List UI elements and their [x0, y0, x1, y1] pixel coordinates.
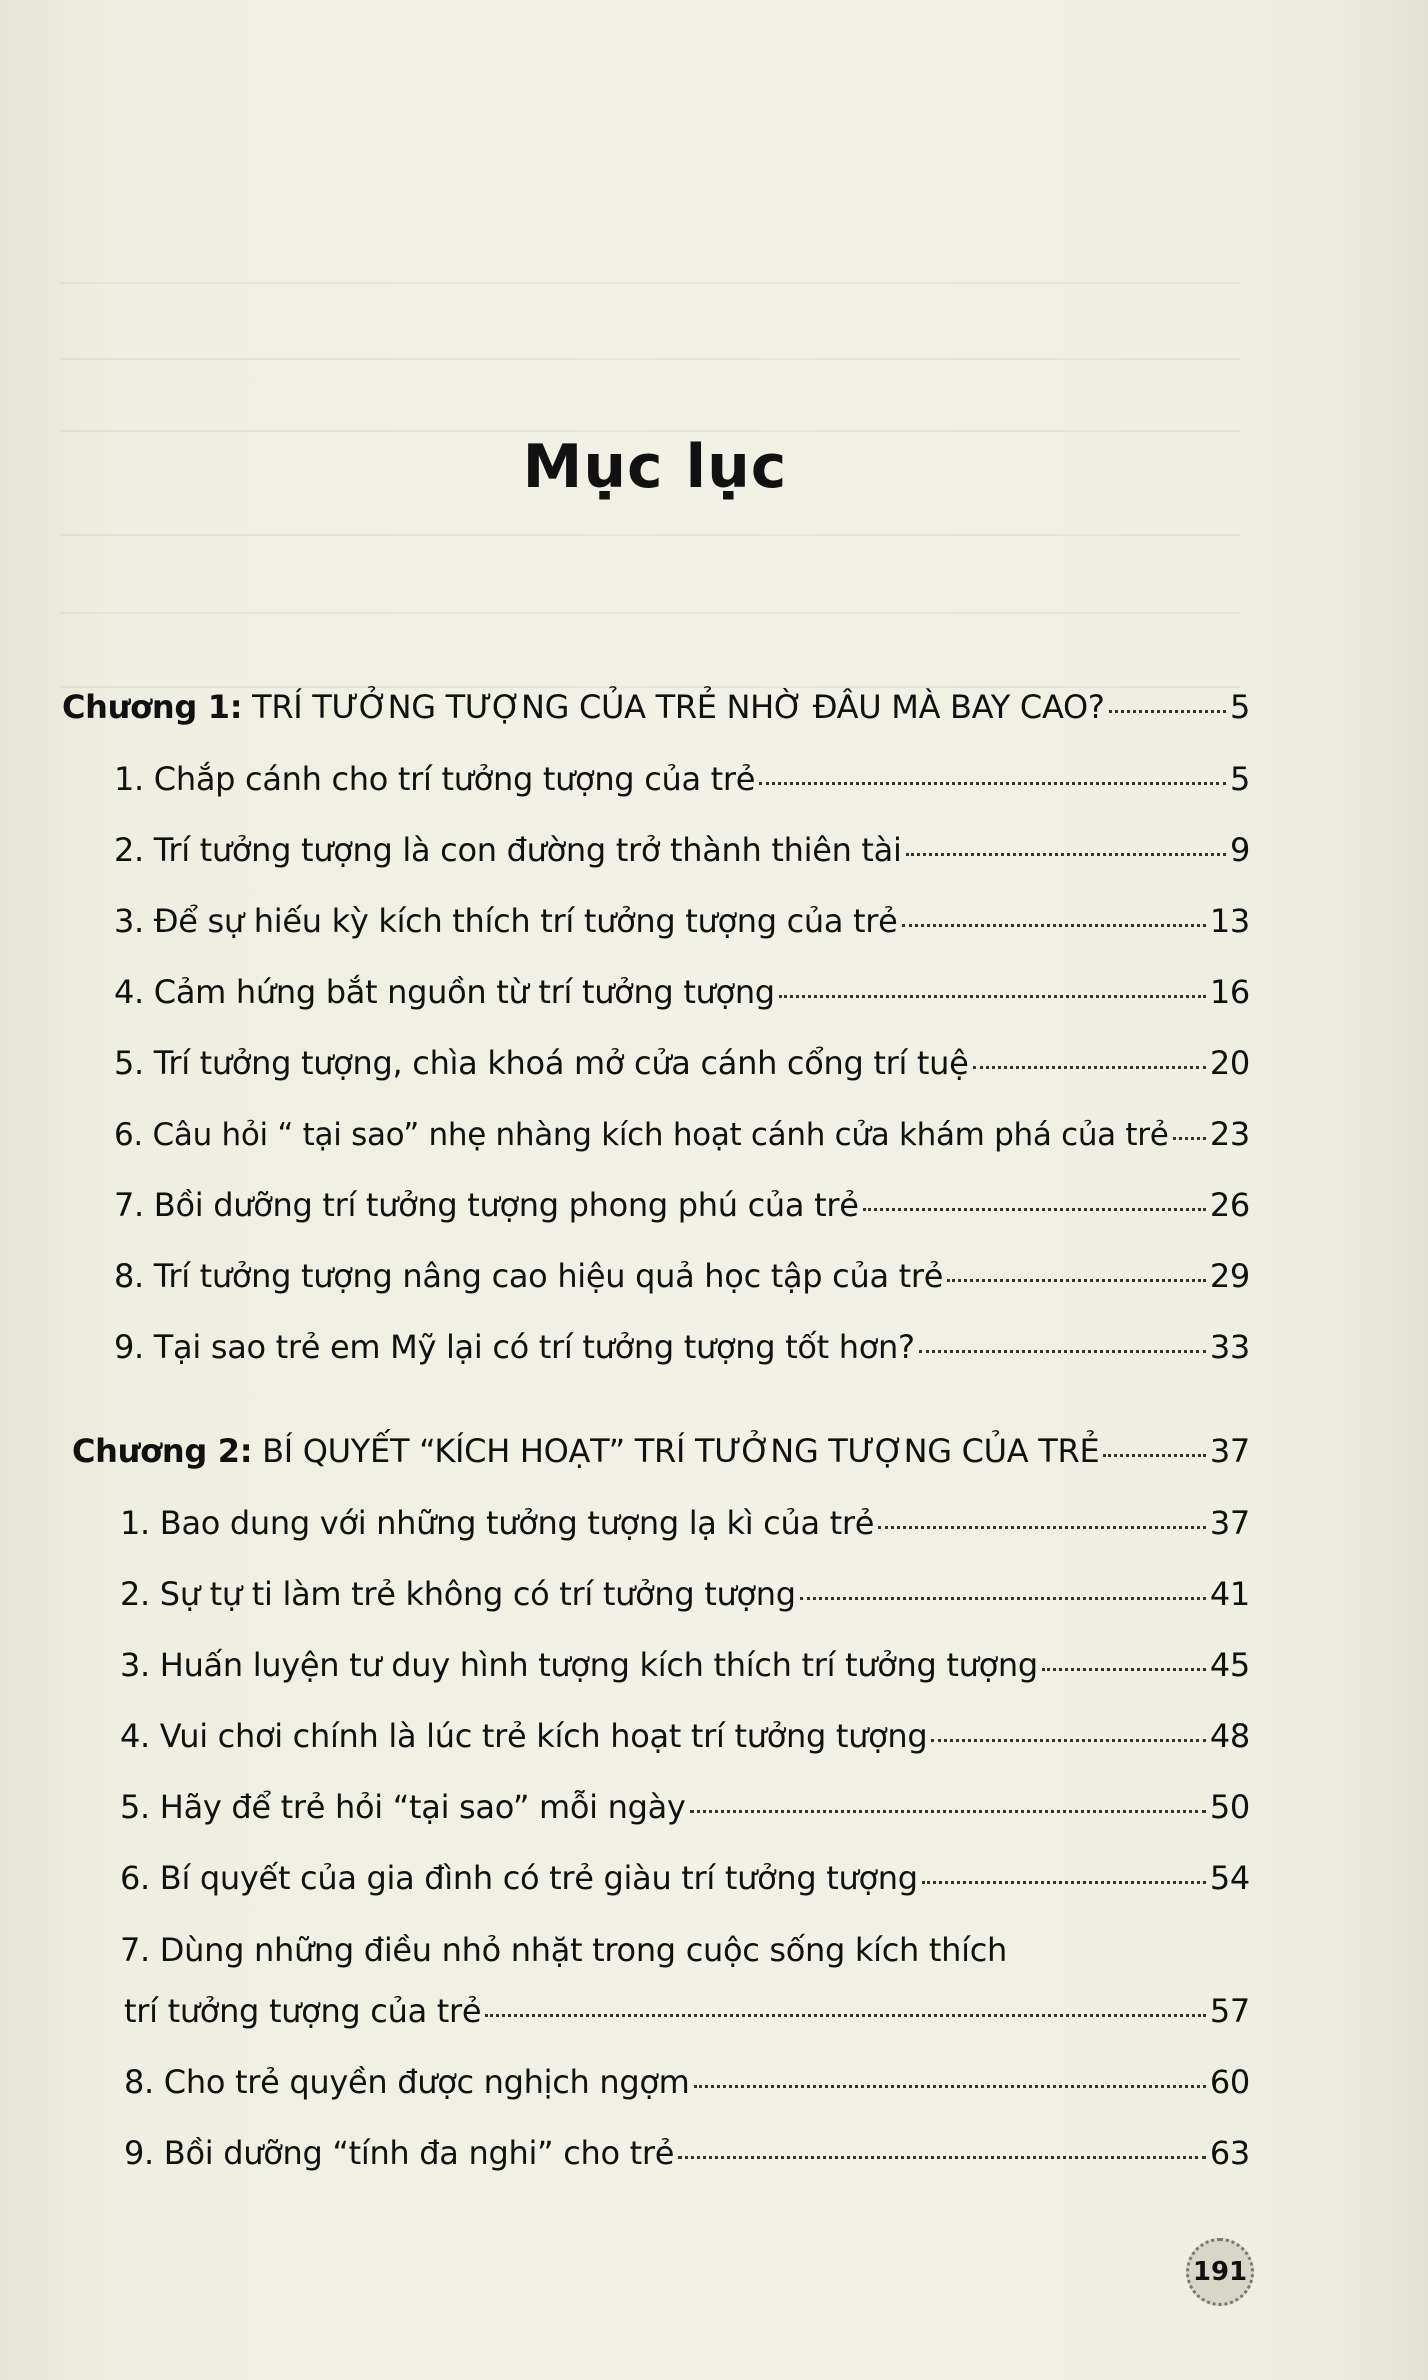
toc-entry[interactable]: [114, 831, 1250, 869]
toc-entry[interactable]: [120, 1646, 1250, 1684]
entry-page: 23: [1209, 1115, 1250, 1153]
toc-entry[interactable]: [114, 973, 1250, 1011]
toc-entry[interactable]: [114, 1257, 1250, 1295]
entry-page: 57: [1209, 1992, 1250, 2030]
entry-page: 9: [1229, 831, 1250, 869]
leader-dots: [800, 1597, 1206, 1600]
entry-label: 8. Cho trẻ quyền được nghịch ngợm: [124, 2063, 690, 2101]
chapter-1-prefix: Chương 1:: [62, 688, 243, 726]
toc-entry[interactable]: [120, 1859, 1250, 1897]
entry-page: 16: [1209, 973, 1250, 1011]
entry-page: 48: [1209, 1717, 1250, 1755]
toc-entry[interactable]: [120, 1788, 1250, 1826]
toc-entry[interactable]: [124, 1992, 1250, 2030]
toc-entry[interactable]: [114, 1115, 1250, 1153]
leader-dots: [931, 1739, 1206, 1742]
entry-label: 6. Bí quyết của gia đình có trẻ giàu trí tưởng tượng: [120, 1859, 918, 1897]
toc-entry[interactable]: [124, 2063, 1250, 2101]
entry-label: 7. Bồi dưỡng trí tưởng tượng phong phú của trẻ: [114, 1186, 859, 1224]
entry-page: 63: [1209, 2134, 1250, 2172]
entry-page: 54: [1209, 1859, 1250, 1897]
entry-page: 29: [1209, 1257, 1250, 1295]
entry-page: 20: [1209, 1044, 1250, 1082]
entry-label: 5. Hãy để trẻ hỏi “tại sao” mỗi ngày: [120, 1788, 686, 1826]
entry-label: 4. Cảm hứng bắt nguồn từ trí tưởng tượng: [114, 973, 775, 1011]
entry-label: 6. Câu hỏi “ tại sao” nhẹ nhàng kích hoạt cánh cửa khám phá của trẻ: [114, 1117, 1169, 1153]
page-title: Mục lục: [522, 432, 788, 502]
entry-label-cont: trí tưởng tượng của trẻ: [124, 1992, 482, 2030]
leader-dots: [947, 1279, 1206, 1282]
toc-entry[interactable]: [114, 760, 1250, 798]
toc-entry[interactable]: [120, 1575, 1250, 1613]
leader-dots: [902, 924, 1206, 927]
leader-dots: [973, 1066, 1206, 1069]
entry-label: 2. Sự tự ti làm trẻ không có trí tưởng tượng: [120, 1575, 796, 1613]
entry-page: 26: [1209, 1186, 1250, 1224]
leader-dots: [878, 1526, 1206, 1529]
entry-label: 8. Trí tưởng tượng nâng cao hiệu quả học tập của trẻ: [114, 1257, 944, 1295]
entry-label: 1. Bao dung với những tưởng tượng lạ kì của trẻ: [120, 1504, 875, 1542]
toc-entry-line-1[interactable]: 7. Dùng những điều nhỏ nhặt trong cuộc sống kích thích: [120, 1931, 1007, 1969]
leader-dots: [690, 1810, 1206, 1813]
leader-dots: [759, 782, 1226, 785]
leader-dots: [919, 1350, 1206, 1353]
entry-label: 9. Tại sao trẻ em Mỹ lại có trí tưởng tượng tốt hơn?: [114, 1328, 915, 1366]
leader-dots: [922, 1881, 1206, 1884]
entry-page: 50: [1209, 1788, 1250, 1826]
chapter-2-heading[interactable]: [72, 1432, 1250, 1470]
chapter-1-heading[interactable]: [62, 688, 1250, 726]
toc-entry[interactable]: [114, 1044, 1250, 1082]
toc-entry[interactable]: [120, 1717, 1250, 1755]
leader-dots: [1173, 1137, 1206, 1140]
toc-entry[interactable]: [114, 1328, 1250, 1366]
toc-entry[interactable]: [114, 902, 1250, 940]
leader-dots: [694, 2085, 1206, 2088]
entry-page: 37: [1209, 1504, 1250, 1542]
entry-label: 3. Để sự hiếu kỳ kích thích trí tưởng tượng của trẻ: [114, 902, 898, 940]
chapter-2-prefix: Chương 2:: [72, 1432, 253, 1470]
toc-entry[interactable]: [124, 2134, 1250, 2172]
entry-page: 45: [1209, 1646, 1250, 1684]
leader-dots: [906, 853, 1226, 856]
entry-label: 4. Vui chơi chính là lúc trẻ kích hoạt trí tưởng tượng: [120, 1717, 928, 1755]
leader-dots: [485, 2014, 1206, 2017]
page-number-badge: 191: [1186, 2238, 1254, 2306]
entry-page: 60: [1209, 2063, 1250, 2101]
entry-page: 41: [1209, 1575, 1250, 1613]
leader-dots: [1103, 1454, 1206, 1457]
entry-page: 5: [1229, 760, 1250, 798]
leader-dots: [678, 2156, 1206, 2159]
entry-page: 13: [1209, 902, 1250, 940]
entry-label: 3. Huấn luyện tư duy hình tượng kích thích trí tưởng tượng: [120, 1646, 1038, 1684]
toc-entry[interactable]: [120, 1504, 1250, 1542]
toc-entry[interactable]: [114, 1186, 1250, 1224]
chapter-1-title: TRÍ TƯỞNG TƯỢNG CỦA TRẺ NHỜ ĐÂU MÀ BAY CAO?: [242, 688, 1105, 726]
chapter-1-page: 5: [1229, 688, 1250, 726]
entry-page: 33: [1209, 1328, 1250, 1366]
leader-dots: [863, 1208, 1206, 1211]
leader-dots: [1109, 710, 1226, 713]
entry-label: 9. Bồi dưỡng “tính đa nghi” cho trẻ: [124, 2134, 675, 2172]
entry-label: 2. Trí tưởng tượng là con đường trở thành thiên tài: [114, 831, 902, 869]
leader-dots: [1042, 1668, 1206, 1671]
entry-label: 5. Trí tưởng tượng, chìa khoá mở cửa cánh cổng trí tuệ: [114, 1044, 969, 1082]
chapter-2-title: BÍ QUYẾT “KÍCH HOẠT” TRÍ TƯỞNG TƯỢNG CỦA TRẺ: [252, 1432, 1100, 1470]
leader-dots: [779, 995, 1206, 998]
entry-label: 1. Chắp cánh cho trí tưởng tượng của trẻ: [114, 760, 756, 798]
chapter-2-page: 37: [1209, 1432, 1250, 1470]
